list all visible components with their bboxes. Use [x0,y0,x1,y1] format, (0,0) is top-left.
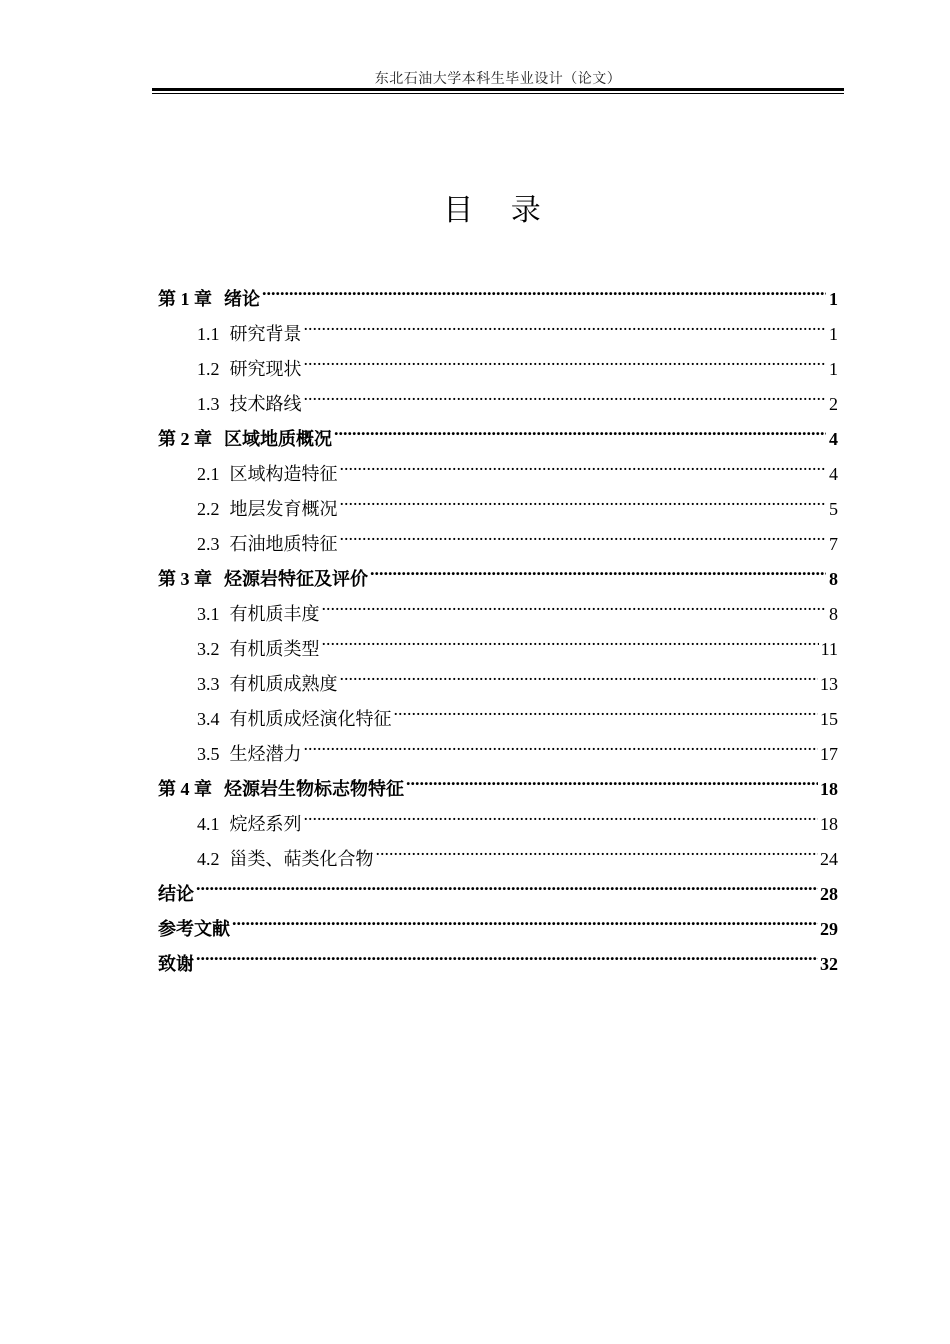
toc-entry-number: 2.1 [197,464,220,484]
toc-page-number: 28 [820,884,838,904]
toc-entry-number: 2.2 [197,499,220,519]
running-header: 东北石油大学本科生毕业设计（论文） [374,72,622,87]
toc-entry-label: 甾类、萜类化合物 [229,849,374,869]
toc-page-number: 32 [820,954,838,974]
dot-leader [340,515,827,550]
toc-entry-label: 研究现状 [229,359,302,379]
toc-page-number: 15 [820,709,838,729]
toc-entry-label: 烃源岩生物标志物特征 [224,779,404,799]
toc-entry-label: 绪论 [224,289,260,309]
toc-entry-number: 第 4 章 [158,779,212,799]
toc-entry-label: 地层发育概况 [229,499,338,519]
toc-entry-label: 结论 [158,884,194,904]
toc-entry-label: 烷烃系列 [229,814,302,834]
toc-entry-number: 第 2 章 [158,429,212,449]
toc-page-number: 11 [820,639,838,659]
toc-page-number: 1 [829,324,838,344]
toc-entry-label: 技术路线 [229,394,302,414]
toc-page-number: 8 [829,604,838,624]
toc-entry-number: 3.1 [197,604,220,624]
dot-leader [340,655,819,690]
toc-entry-number: 第 1 章 [158,289,212,309]
toc-entry-number: 3.4 [197,709,220,729]
toc-page-number: 7 [829,534,838,554]
dot-leader [304,340,827,375]
dot-leader [262,270,826,305]
dot-leader [406,760,818,795]
toc-entry-number: 1.2 [197,359,220,379]
dot-leader [196,865,818,900]
toc-entry-number: 3.5 [197,744,220,764]
toc-page-number: 18 [820,814,838,834]
toc-entry-number: 2.3 [197,534,220,554]
dot-leader [304,795,819,830]
dot-leader [376,830,819,865]
toc-chapter-entry[interactable] [158,865,838,904]
toc-entry-number: 第 3 章 [158,569,212,589]
toc-entry-number: 1.3 [197,394,220,414]
toc-page-number: 1 [829,359,838,379]
toc-page-number: 13 [820,674,838,694]
toc-entry-label: 有机质成熟度 [229,674,338,694]
dot-leader [370,550,826,585]
toc-page-number: 29 [820,919,838,939]
toc-entry-label: 区域地质概况 [224,429,332,449]
dot-leader [340,445,827,480]
header-rule-thin [152,93,844,94]
toc-entry-label: 烃源岩特征及评价 [224,569,368,589]
toc-page-number: 24 [820,849,838,869]
toc-page-number: 5 [829,499,838,519]
toc-page-number: 4 [829,429,838,449]
toc-chapter-entry[interactable] [158,900,838,939]
toc-page-number: 8 [829,569,838,589]
toc-entry-label: 有机质丰度 [229,604,320,624]
toc-chapter-entry[interactable] [158,935,838,974]
dot-leader [304,375,827,410]
toc-page-number: 4 [829,464,838,484]
toc-page-number: 2 [829,394,838,414]
table-of-contents [158,270,838,974]
toc-entry-label: 生烃潜力 [229,744,302,764]
dot-leader [304,305,827,340]
toc-page-number: 1 [829,289,838,309]
dot-leader [304,725,819,760]
toc-entry-label: 有机质成烃演化特征 [229,709,392,729]
dot-leader [394,690,819,725]
toc-page-number: 18 [820,779,838,799]
toc-entry-label: 石油地质特征 [229,534,338,554]
toc-entry-label: 区域构造特征 [229,464,338,484]
dot-leader [340,480,827,515]
toc-entry-label: 研究背景 [229,324,302,344]
dot-leader [232,900,818,935]
toc-entry-label: 有机质类型 [229,639,320,659]
dot-leader [322,620,819,655]
toc-entry-number: 3.3 [197,674,220,694]
dot-leader [196,935,818,970]
toc-entry-number: 1.1 [197,324,220,344]
page-title: 目 录 [443,193,555,228]
toc-page-number: 17 [820,744,838,764]
toc-entry-number: 3.2 [197,639,220,659]
header-rule-thick [152,88,844,91]
toc-chapter-entry[interactable] [158,270,838,309]
dot-leader [322,585,827,620]
toc-entry-label: 参考文献 [158,919,230,939]
toc-entry-label: 致谢 [158,954,194,974]
dot-leader [334,410,826,445]
toc-entry-number: 4.1 [197,814,220,834]
toc-section-entry[interactable] [158,305,838,344]
toc-entry-number: 4.2 [197,849,220,869]
